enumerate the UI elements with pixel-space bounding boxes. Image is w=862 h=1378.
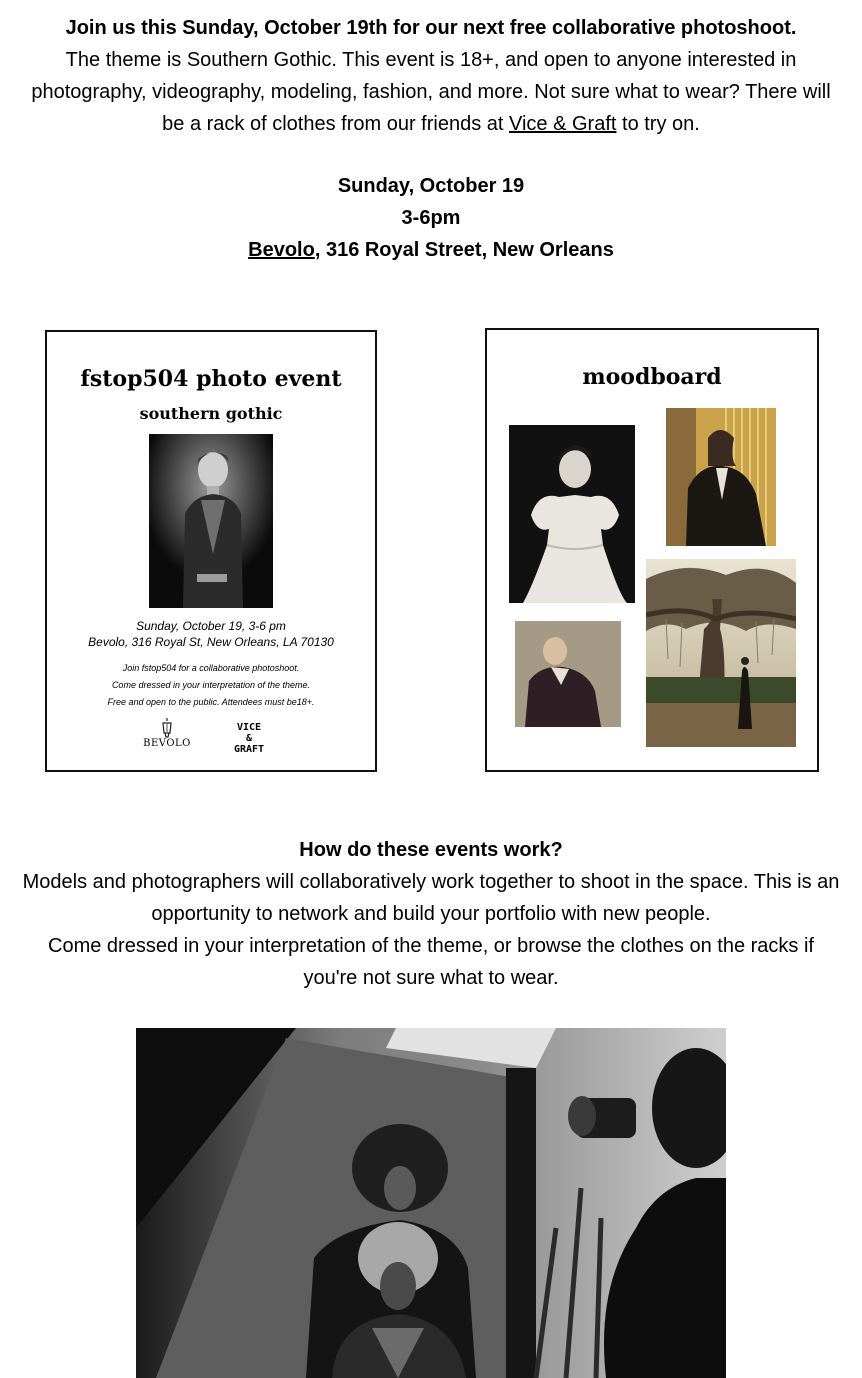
vice-graft-link[interactable]: Vice & Graft [509,113,617,135]
intro-paragraph [20,12,842,140]
moodboard-photo-chair [666,408,776,546]
intro-lead: Join us this Sunday, October 19th for our next free collaborative photoshoot. [65,17,797,39]
studio-photo [136,1028,726,1378]
event-address: , 316 Royal Street, New Orleans [314,239,614,261]
bevolo-link[interactable]: Bevolo [248,239,315,261]
event-date: Sunday, October 19 [337,175,525,197]
event-flyer [45,330,377,772]
moodboard-title: moodboard [582,364,722,390]
event-time: 3-6pm [401,207,461,229]
moodboard-photo-white-dress [509,425,635,603]
flyer-date-block [47,618,375,650]
vice-logo-line2: & [245,733,253,744]
intro-text-end: to try on. [622,113,700,135]
flyer-address: Bevolo, 316 Royal St, New Orleans, LA 70130 [88,635,334,649]
intro-text: The theme is Southern Gothic. This event is 18+, and open to anyone interested in photography, videography, modeling, fashion, and more. Not sure what to wear? There will be a rack of clothes from our friends at [31,49,831,135]
intro-body [20,44,842,140]
flyer-body-2: Come dressed in your interpretation of the theme. [111,680,311,690]
how-paragraph-2: Come dressed in your interpretation of the theme, or browse the clothes on the racks if you're not sure what to wear. [48,935,814,989]
how-it-works-section [20,834,842,994]
event-location [0,234,862,266]
flyer-body [47,660,375,711]
flyer-body-3: Free and open to the public. Attendees must be18+. [107,697,315,707]
vice-graft-logo [229,722,269,755]
event-details [0,170,862,266]
how-paragraph-1: Models and photographers will collaboratively work together to shoot in the space. This is an opportunity to network and build your portfolio with new people. [22,871,840,925]
vice-logo-line3: GRAFT [233,744,265,755]
how-heading: How do these events work? [299,839,563,861]
vice-logo-line1: VICE [236,722,262,733]
moodboard-card [485,328,819,772]
flyer-body-1: Join fstop504 for a collaborative photoshoot. [122,663,300,673]
flyer-date: Sunday, October 19, 3-6 pm [136,619,286,633]
flyer-subtitle: southern gothic [139,404,283,423]
moodboard-photo-oak-tree [646,559,796,747]
lantern-icon [160,718,174,738]
bevolo-logo [139,718,195,749]
moodboard-photo-portrait-bowie [515,621,621,727]
bevolo-logo-text: BEVOLO [143,738,191,749]
flyer-portrait-photo [149,434,273,608]
flyer-title: fstop504 photo event [80,366,342,392]
